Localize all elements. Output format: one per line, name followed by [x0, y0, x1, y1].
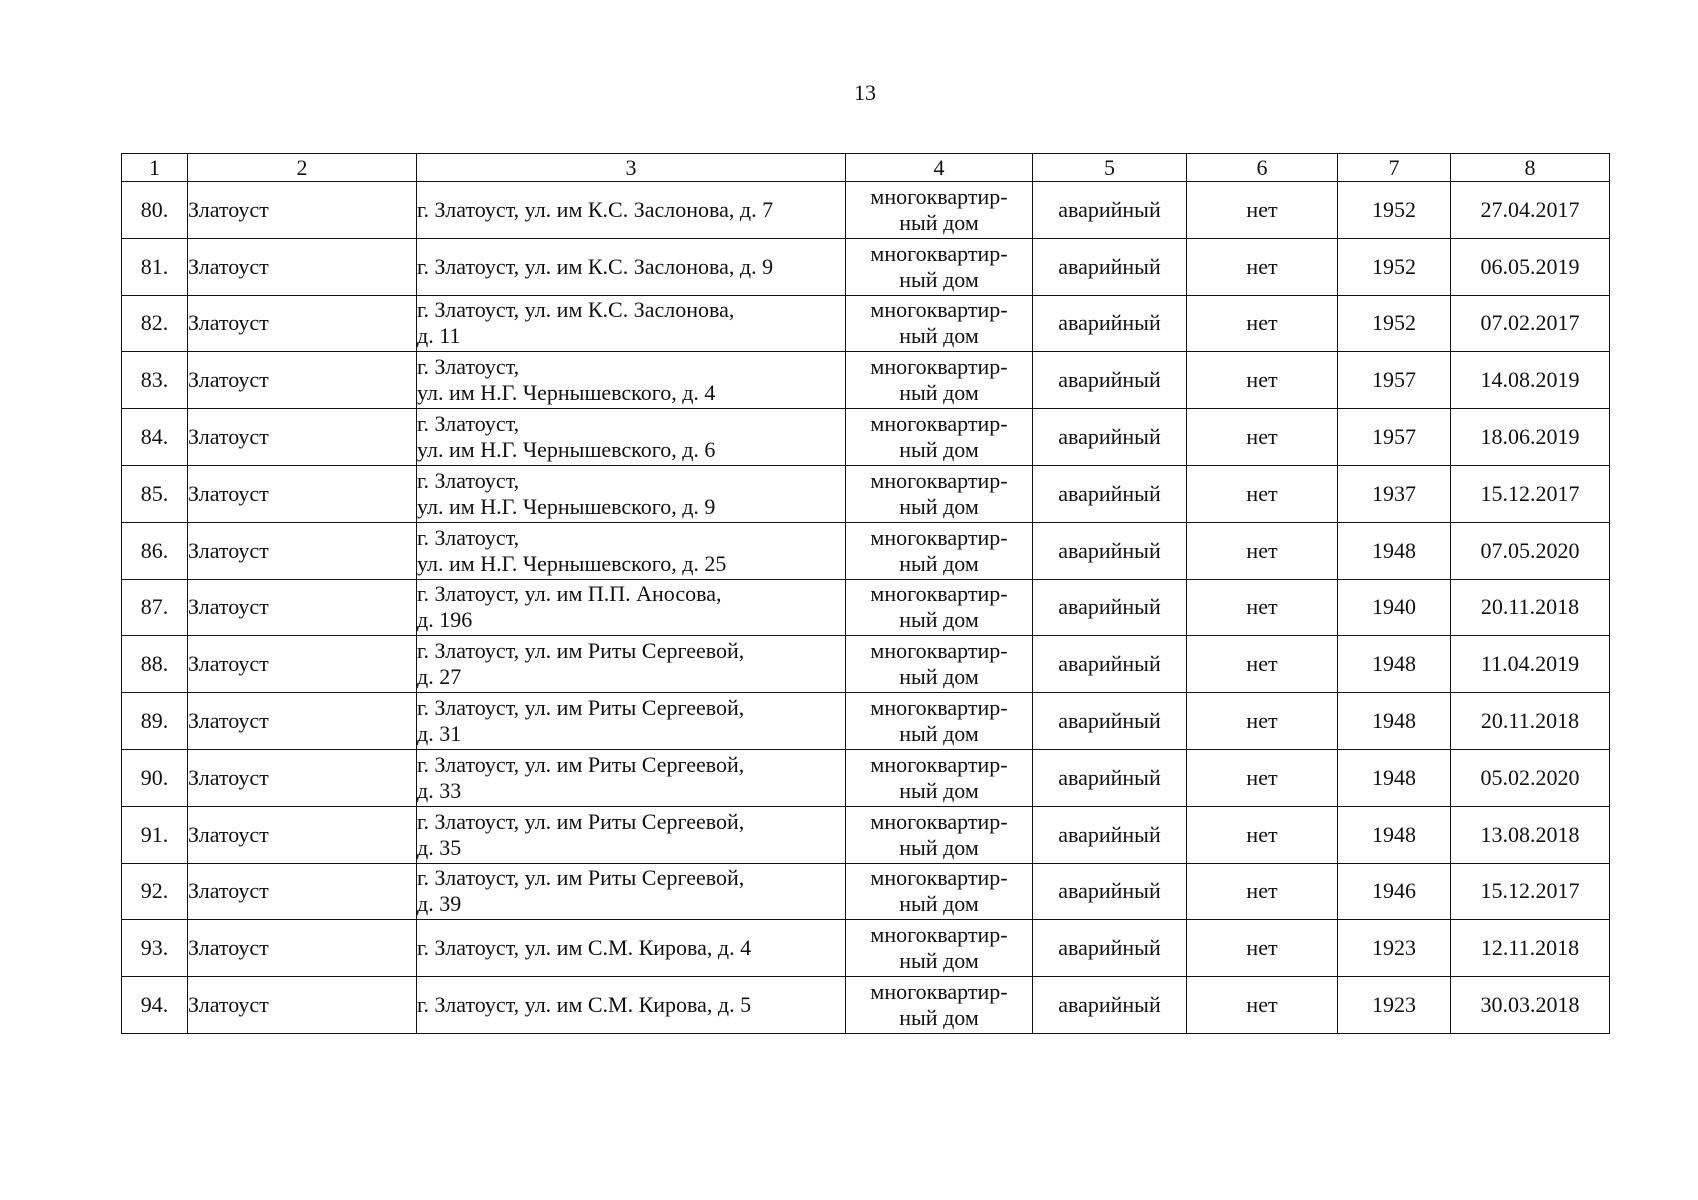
- building-type-line: ный дом: [899, 1005, 979, 1031]
- building-type-cell: [846, 863, 1033, 920]
- building-type-line: многоквартир-: [870, 354, 1008, 380]
- address-line: д. 11: [417, 323, 461, 349]
- address-line: г. Златоуст, ул. им Риты Сергеевой,: [417, 695, 745, 721]
- building-type-line: ный дом: [899, 664, 979, 690]
- building-type-line: ный дом: [899, 721, 979, 747]
- table-row: [122, 977, 1610, 1034]
- building-type-cell: [846, 465, 1033, 522]
- address-line: г. Златоуст,: [417, 411, 520, 437]
- row-number: 90.: [122, 749, 188, 806]
- building-type-cell: [846, 182, 1033, 239]
- year-built-cell: 1948: [1338, 522, 1451, 579]
- condition-cell: аварийный: [1033, 920, 1187, 977]
- building-type-cell: [846, 977, 1033, 1034]
- municipality-cell: Златоуст: [188, 636, 417, 693]
- building-type-line: многоквартир-: [870, 922, 1008, 948]
- municipality-cell: Златоуст: [188, 182, 417, 239]
- date-cell: 06.05.2019: [1451, 238, 1610, 295]
- address-line: г. Златоуст, ул. им Риты Сергеевой,: [417, 751, 745, 777]
- building-type-cell: [846, 522, 1033, 579]
- address-cell: [417, 920, 846, 977]
- date-cell: 15.12.2017: [1451, 465, 1610, 522]
- row-number: 91.: [122, 806, 188, 863]
- row-number: 81.: [122, 238, 188, 295]
- building-type-line: многоквартир-: [870, 240, 1008, 266]
- flag-cell: нет: [1187, 295, 1338, 352]
- flag-cell: нет: [1187, 749, 1338, 806]
- condition-cell: аварийный: [1033, 863, 1187, 920]
- year-built-cell: 1948: [1338, 693, 1451, 750]
- condition-cell: аварийный: [1033, 636, 1187, 693]
- building-type-cell: [846, 352, 1033, 409]
- date-cell: 20.11.2018: [1451, 579, 1610, 636]
- flag-cell: нет: [1187, 636, 1338, 693]
- building-type-line: многоквартир-: [870, 751, 1008, 777]
- table-row: [122, 522, 1610, 579]
- building-type-line: ный дом: [899, 834, 979, 860]
- table-row: [122, 238, 1610, 295]
- year-built-cell: 1940: [1338, 579, 1451, 636]
- municipality-cell: Златоуст: [188, 238, 417, 295]
- building-type-line: ный дом: [899, 493, 979, 519]
- building-type-line: ный дом: [899, 607, 979, 633]
- address-line: ул. им Н.Г. Чернышевского, д. 6: [417, 437, 716, 463]
- column-header: 2: [188, 154, 417, 182]
- flag-cell: нет: [1187, 806, 1338, 863]
- address-cell: [417, 579, 846, 636]
- table-row: [122, 465, 1610, 522]
- row-number: 83.: [122, 352, 188, 409]
- building-type-cell: [846, 749, 1033, 806]
- condition-cell: аварийный: [1033, 977, 1187, 1034]
- table-row: [122, 693, 1610, 750]
- page-number: 13: [854, 80, 876, 105]
- address-line: д. 196: [417, 607, 473, 633]
- table-row: [122, 182, 1610, 239]
- date-cell: 20.11.2018: [1451, 693, 1610, 750]
- address-line: ул. им Н.Г. Чернышевского, д. 25: [417, 550, 727, 576]
- address-line: д. 33: [417, 777, 462, 803]
- column-header: 8: [1451, 154, 1610, 182]
- address-line: г. Златоуст, ул. им Риты Сергеевой,: [417, 638, 745, 664]
- municipality-cell: Златоуст: [188, 749, 417, 806]
- building-type-line: ный дом: [899, 209, 979, 235]
- building-type-cell: [846, 238, 1033, 295]
- building-type-line: многоквартир-: [870, 297, 1008, 323]
- flag-cell: нет: [1187, 352, 1338, 409]
- condition-cell: аварийный: [1033, 409, 1187, 466]
- address-line: д. 31: [417, 721, 462, 747]
- date-cell: 13.08.2018: [1451, 806, 1610, 863]
- column-number-row: [122, 154, 1610, 182]
- address-cell: [417, 806, 846, 863]
- municipality-cell: Златоуст: [188, 863, 417, 920]
- table-row: [122, 749, 1610, 806]
- table-row: [122, 352, 1610, 409]
- municipality-cell: Златоуст: [188, 977, 417, 1034]
- address-line: д. 35: [417, 834, 462, 860]
- date-cell: 27.04.2017: [1451, 182, 1610, 239]
- flag-cell: нет: [1187, 977, 1338, 1034]
- address-cell: [417, 977, 846, 1034]
- address-line: г. Златоуст, ул. им С.М. Кирова, д. 5: [417, 992, 752, 1018]
- building-type-line: многоквартир-: [870, 808, 1008, 834]
- row-number: 87.: [122, 579, 188, 636]
- building-type-line: ный дом: [899, 948, 979, 974]
- table-body: [122, 182, 1610, 1034]
- condition-cell: аварийный: [1033, 693, 1187, 750]
- column-header: 1: [122, 154, 188, 182]
- flag-cell: нет: [1187, 238, 1338, 295]
- municipality-cell: Златоуст: [188, 579, 417, 636]
- year-built-cell: 1948: [1338, 636, 1451, 693]
- year-built-cell: 1952: [1338, 295, 1451, 352]
- row-number: 88.: [122, 636, 188, 693]
- building-type-line: многоквартир-: [870, 467, 1008, 493]
- table-row: [122, 920, 1610, 977]
- date-cell: 12.11.2018: [1451, 920, 1610, 977]
- building-type-line: многоквартир-: [870, 695, 1008, 721]
- address-line: ул. им Н.Г. Чернышевского, д. 9: [417, 493, 716, 519]
- year-built-cell: 1937: [1338, 465, 1451, 522]
- address-cell: [417, 693, 846, 750]
- building-type-line: ный дом: [899, 266, 979, 292]
- year-built-cell: 1946: [1338, 863, 1451, 920]
- table-row: [122, 863, 1610, 920]
- building-type-line: ный дом: [899, 777, 979, 803]
- column-header: 7: [1338, 154, 1451, 182]
- year-built-cell: 1923: [1338, 977, 1451, 1034]
- address-line: г. Златоуст, ул. им К.С. Заслонова, д. 7: [417, 196, 774, 222]
- table-row: [122, 806, 1610, 863]
- building-type-line: многоквартир-: [870, 865, 1008, 891]
- building-type-line: многоквартир-: [870, 524, 1008, 550]
- condition-cell: аварийный: [1033, 522, 1187, 579]
- column-header: 6: [1187, 154, 1338, 182]
- building-type-line: многоквартир-: [870, 183, 1008, 209]
- municipality-cell: Златоуст: [188, 806, 417, 863]
- year-built-cell: 1952: [1338, 238, 1451, 295]
- row-number: 89.: [122, 693, 188, 750]
- address-line: г. Златоуст, ул. им Риты Сергеевой,: [417, 808, 745, 834]
- address-line: г. Златоуст, ул. им К.С. Заслонова,: [417, 297, 735, 323]
- address-cell: [417, 238, 846, 295]
- building-type-cell: [846, 636, 1033, 693]
- building-type-line: ный дом: [899, 891, 979, 917]
- address-line: г. Златоуст, ул. им Риты Сергеевой,: [417, 865, 745, 891]
- address-cell: [417, 409, 846, 466]
- row-number: 80.: [122, 182, 188, 239]
- year-built-cell: 1952: [1338, 182, 1451, 239]
- row-number: 86.: [122, 522, 188, 579]
- address-line: ул. им Н.Г. Чернышевского, д. 4: [417, 380, 716, 406]
- building-type-line: ный дом: [899, 380, 979, 406]
- address-cell: [417, 636, 846, 693]
- row-number: 94.: [122, 977, 188, 1034]
- flag-cell: нет: [1187, 465, 1338, 522]
- municipality-cell: Златоуст: [188, 522, 417, 579]
- municipality-cell: Златоуст: [188, 465, 417, 522]
- address-cell: [417, 522, 846, 579]
- building-type-line: многоквартир-: [870, 638, 1008, 664]
- date-cell: 14.08.2019: [1451, 352, 1610, 409]
- year-built-cell: 1957: [1338, 352, 1451, 409]
- address-line: г. Златоуст, ул. им К.С. Заслонова, д. 9: [417, 253, 774, 279]
- building-type-cell: [846, 920, 1033, 977]
- building-type-cell: [846, 579, 1033, 636]
- address-cell: [417, 295, 846, 352]
- address-line: д. 39: [417, 891, 462, 917]
- address-cell: [417, 465, 846, 522]
- building-type-line: ный дом: [899, 323, 979, 349]
- municipality-cell: Златоуст: [188, 920, 417, 977]
- table-row: [122, 636, 1610, 693]
- condition-cell: аварийный: [1033, 465, 1187, 522]
- column-header: 4: [846, 154, 1033, 182]
- year-built-cell: 1957: [1338, 409, 1451, 466]
- condition-cell: аварийный: [1033, 806, 1187, 863]
- address-line: г. Златоуст,: [417, 467, 520, 493]
- building-type-cell: [846, 409, 1033, 466]
- building-type-line: ный дом: [899, 437, 979, 463]
- year-built-cell: 1923: [1338, 920, 1451, 977]
- flag-cell: нет: [1187, 409, 1338, 466]
- municipality-cell: Златоуст: [188, 693, 417, 750]
- building-type-line: ный дом: [899, 550, 979, 576]
- building-type-cell: [846, 295, 1033, 352]
- address-line: г. Златоуст,: [417, 524, 520, 550]
- flag-cell: нет: [1187, 693, 1338, 750]
- row-number: 92.: [122, 863, 188, 920]
- column-header: 5: [1033, 154, 1187, 182]
- flag-cell: нет: [1187, 920, 1338, 977]
- flag-cell: нет: [1187, 579, 1338, 636]
- row-number: 82.: [122, 295, 188, 352]
- address-line: д. 27: [417, 664, 462, 690]
- date-cell: 15.12.2017: [1451, 863, 1610, 920]
- column-header: 3: [417, 154, 846, 182]
- municipality-cell: Златоуст: [188, 352, 417, 409]
- address-line: г. Златоуст, ул. им П.П. Аносова,: [417, 581, 722, 607]
- row-number: 85.: [122, 465, 188, 522]
- building-type-line: многоквартир-: [870, 979, 1008, 1005]
- date-cell: 30.03.2018: [1451, 977, 1610, 1034]
- table-row: [122, 579, 1610, 636]
- flag-cell: нет: [1187, 863, 1338, 920]
- date-cell: 05.02.2020: [1451, 749, 1610, 806]
- date-cell: 07.05.2020: [1451, 522, 1610, 579]
- date-cell: 07.02.2017: [1451, 295, 1610, 352]
- flag-cell: нет: [1187, 182, 1338, 239]
- table-row: [122, 409, 1610, 466]
- housing-registry-table: [121, 153, 1610, 1034]
- date-cell: 18.06.2019: [1451, 409, 1610, 466]
- condition-cell: аварийный: [1033, 182, 1187, 239]
- address-cell: [417, 182, 846, 239]
- date-cell: 11.04.2019: [1451, 636, 1610, 693]
- condition-cell: аварийный: [1033, 749, 1187, 806]
- condition-cell: аварийный: [1033, 295, 1187, 352]
- row-number: 93.: [122, 920, 188, 977]
- address-line: г. Златоуст,: [417, 354, 520, 380]
- building-type-cell: [846, 806, 1033, 863]
- address-cell: [417, 749, 846, 806]
- condition-cell: аварийный: [1033, 579, 1187, 636]
- building-type-line: многоквартир-: [870, 411, 1008, 437]
- address-cell: [417, 352, 846, 409]
- building-type-cell: [846, 693, 1033, 750]
- year-built-cell: 1948: [1338, 749, 1451, 806]
- row-number: 84.: [122, 409, 188, 466]
- municipality-cell: Златоуст: [188, 409, 417, 466]
- address-cell: [417, 863, 846, 920]
- condition-cell: аварийный: [1033, 352, 1187, 409]
- municipality-cell: Златоуст: [188, 295, 417, 352]
- table-row: [122, 295, 1610, 352]
- condition-cell: аварийный: [1033, 238, 1187, 295]
- year-built-cell: 1948: [1338, 806, 1451, 863]
- building-type-line: многоквартир-: [870, 581, 1008, 607]
- flag-cell: нет: [1187, 522, 1338, 579]
- address-line: г. Златоуст, ул. им С.М. Кирова, д. 4: [417, 935, 752, 961]
